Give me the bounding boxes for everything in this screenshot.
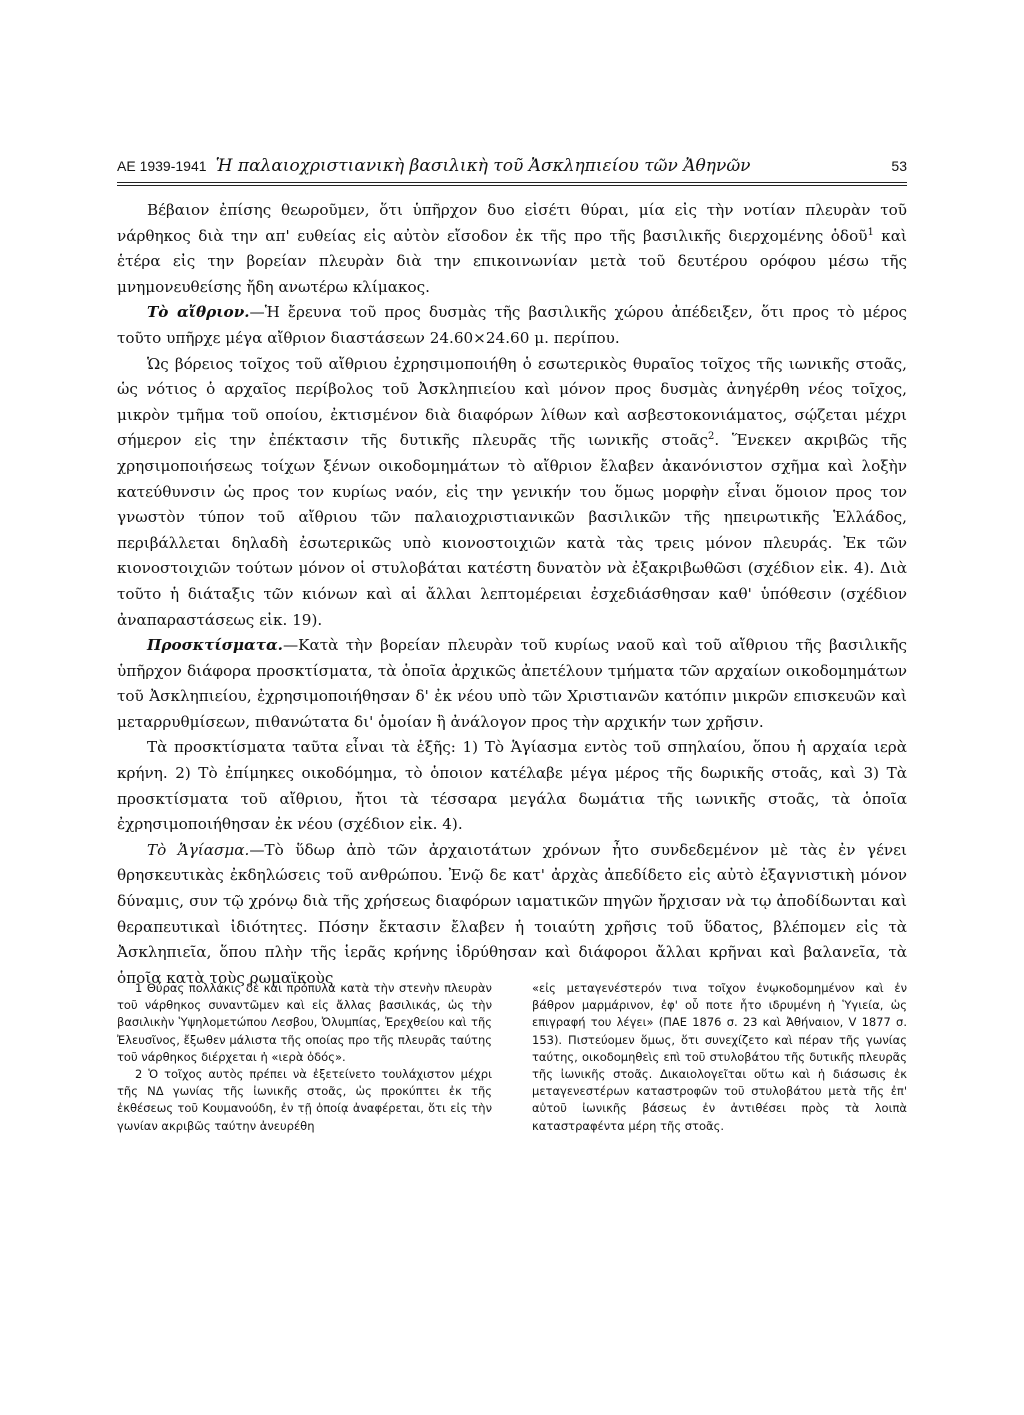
- paragraph: Τὸ Ἁγίασμα.—Τὸ ὕδωρ ἀπὸ τῶν ἀρχαιοτάτων χρόνων ἦτο συνδεδεμένον μὲ τὰς ἐν γένει θρησκευτικὰς ἐκδηλώσεις τοῦ ανθρώπου. Ἐνῷ δε κατ' ἀρχὰς ἀπεδίδετο εἰς αὐτὸ ἐξαγνιστικὴ μόνον δύναμις, συν τῷ χρόνῳ διὰ τῆς χρήσεως διαφόρων ιαματικῶν πηγῶν ἤρχισαν νὰ τῳ ἀποδίδωνται καὶ θεραπευτικαὶ ἰδιότητες. Πόσην ἔκτασιν ἔλαβεν ἡ τοιαύτη χρῆσις τοῦ ὕδατος, βλέπομεν εἰς τὰ Ἀσκληπιεῖα, ὅπου πλὴν τῆς ἱερᾶς κρήνης ἱδρύθησαν καὶ διάφοροι ἄλλαι κρῆναι καὶ βαλανεῖα, τὰ ὁποῖα κατὰ τοὺς ρωμαϊκοὺς: [117, 840, 907, 987]
- paragraph: Τὰ προσκτίσματα ταῦτα εἶναι τὰ ἑξῆς: 1) Τὸ Ἁγίασμα εντὸς τοῦ σπηλαίου, ὅπου ἡ αρχαία ιερὰ κρήνη. 2) Τὸ ἐπίμηκες οικοδόμημα, τὸ ὁποιον κατέλαβε μέγα μέρος τῆς δωρικῆς στοᾶς, καὶ 3) Τὰ προσκτίσματα τοῦ αἴθριου, ἤτοι τὰ τέσσαρα μεγάλα δωμάτια τῆς ιωνικῆς στοᾶς, τὰ ὁποῖα ἐχρησιμοποιήθησαν ἐκ νέου (σχέδιον εἰκ. 4).: [117, 738, 907, 834]
- header-rule-secondary: [117, 185, 907, 186]
- running-title: Ἡ παλαιοχριστιανικὴ βασιλικὴ τοῦ Ἀσκληπιείου τῶν Ἀθηνῶν: [215, 156, 751, 176]
- footnotes: [117, 980, 907, 1135]
- section-heading: Προσκτίσματα.: [147, 636, 283, 655]
- footnote: 1 Θύρας πολλάκις δὲ και πρόπυλα κατὰ τὴν στενὴν πλευρὰν τοῦ νάρθηκος συναντῶμεν καὶ εἰς ἄλλας βασιλικάς, ὡς τὴν βασιλικὴν Ὑψηλομετώπου Λεσβου, Ὀλυμπίας, Ἐρεχθείου καὶ τῆς Ἐλευσῖνος, ἔξωθεν μάλιστα τῆς οποίας προ τῆς πλευρᾶς ταύτης τοῦ νάρθηκος διέρχεται ἡ «ιερὰ ὁδός».: [117, 981, 492, 1064]
- paragraph: Βέβαιον ἐπίσης θεωροῦμεν, ὅτι ὑπῆρχον δυο εἰσέτι θύραι, μία εἰς τὴν νοτίαν πλευρὰν τοῦ νάρθηκος διὰ την απ' ευθείας εἰς αὐτὸν εἴσοδον ἐκ τῆς προ τῆς βασιλικῆς διερχομένης ὁδοῦ$^1$ καὶ ἑτέρα εἰς την βορείαν πλευρὰν διὰ την επικοινωνίαν μετὰ τοῦ δευτέρου ορόφου μέσω τῆς μνημονευθείσης ἤδη ανωτέρω κλίμακος.: [117, 201, 908, 296]
- section-heading: Τὸ αἴθριον.: [147, 303, 250, 322]
- footnotes-right-column: [532, 980, 907, 1135]
- section-heading: Τὸ Ἁγίασμα.: [147, 840, 250, 859]
- footnote-ref[interactable]: 2: [708, 431, 715, 443]
- header-rule: [117, 182, 907, 183]
- page-number: 53: [891, 158, 907, 174]
- journal-series: ΑΕ 1939-1941: [117, 158, 207, 174]
- paragraph: Τὸ αἴθριον.—Ἡ ἔρευνα τοῦ προς δυσμὰς τῆς βασιλικῆς χώρου ἀπέδειξεν, ὅτι προς τὸ μέρος τοῦτο υπῆρχε μέγα αἴθριον διαστάσεων 24.60×24.60 μ. περίπου.: [117, 303, 907, 347]
- paragraph: Ὡς βόρειος τοῖχος τοῦ αἴθριου ἐχρησιμοποιήθη ὁ εσωτερικὸς θυραῖος τοῖχος τῆς ιωνικῆς στοᾶς, ὡς νότιος ὁ αρχαῖος περίβολος τοῦ Ἀσκληπιείου καὶ μόνον προς δυσμὰς ἀνηγέρθη νέος τοῖχος, μικρὸν τμῆμα τοῦ οποίου, ἐκτισμένον διὰ διαφόρων λίθων καὶ ασβεστοκονιάματος, σῴζεται μέχρι σήμερον εἰς την ἐπέκτασιν τῆς δυτικῆς πλευρᾶς τῆς ιωνικῆς στοᾶς$^2$. Ἕνεκεν ακριβῶς τῆς χρησιμοποιήσεως τοίχων ξένων οικοδομημάτων τὸ αἴθριον ἔλαβεν ἀκανόνιστον σχῆμα καὶ λοξὴν κατεύθυνσιν ὡς προς τον κυρίως ναόν, εἰς την γενικήν του ὅμως μορφὴν εἶναι ὅμοιον προς τον γνωστὸν τύπον τοῦ αἴθριου τῶν παλαιοχριστιανικῶν βασιλικῶν τῆς ηπειρωτικῆς Ἑλλάδος, περιβάλλεται δηλαδὴ ἐσωτερικῶς υπὸ κιονοστοιχιῶν κατὰ τὰς τρεις μόνον πλευράς. Ἐκ τῶν κιονοστοιχιῶν τούτων μόνον οἱ στυλοβάται κατέστη δυνατὸν νὰ ἐξακριβωθῶσι (σχέδιον εἰκ. 4). Διὰ τοῦτο ἡ διάταξις τῶν κιόνων καὶ αἱ ἄλλαι λεπτομέρειαι ἐσχεδιάσθησαν καθ' ὑπόθεσιν (σχέδιον ἀναπαραστάσεως εἰκ. 19).: [117, 354, 907, 629]
- body-text: [117, 198, 907, 991]
- document-page: [117, 150, 908, 1133]
- footnote-continuation: «εἰς μεταγενέστερόν τινα τοῖχον ἐνῳκοδομημένον καὶ ἐν βάθρον μαρμάρινον, ἐφ' οὗ ποτε ἦτο ιδρυμένη ἡ Ὑγιεία, ὡς επιγραφή του λέγει» (ΠΑΕ 1876 σ. 23 καὶ Ἀθήναιον, V 1877 σ. 153). Πιστεύομεν ὅμως, ὅτι συνεχίζετο καὶ πέραν τῆς γωνίας ταύτης, οικοδομηθεὶς επὶ τοῦ στυλοβάτου τῆς δυτικῆς πλευρᾶς τῆς ἰωνικῆς στοᾶς. Δικαιολογεῖται οὕτω καὶ ἡ διάσωσις ἐκ μεταγενεστέρων καταστροφῶν τοῦ στυλοβάτου μετὰ τῆς ἐπ' αὐτοῦ ἰωνικῆς βάσεως ἐν ἀντιθέσει πρὸς τὰ λοιπὰ καταστραφέντα μέρη τῆς στοᾶς.: [532, 981, 907, 1133]
- footnote: 2 Ὁ τοῖχος αυτὸς πρέπει νὰ ἐξετείνετο τουλάχιστον μέχρι τῆς ΝΔ γωνίας τῆς ἰωνικῆς στοᾶς, ὡς προκύπτει ἐκ τῆς ἐκθέσεως τοῦ Κουμανούδη, ἐν τῇ ὁποίᾳ ἀναφέρεται, ὅτι εἰς τὴν γωνίαν ακριβῶς ταύτην ἀνευρέθη: [117, 1067, 492, 1133]
- running-header: [117, 150, 907, 188]
- footnotes-left-column: [117, 980, 492, 1135]
- header-left: [117, 156, 751, 176]
- footnote-ref[interactable]: 1: [867, 226, 874, 238]
- paragraph: Προσκτίσματα.—Κατὰ τὴν βορείαν πλευρὰν τοῦ κυρίως ναοῦ καὶ τοῦ αἴθριου τῆς βασιλικῆς ὑπῆρχον διάφορα προσκτίσματα, τὰ ὁποῖα ἀρχικῶς ἀπετέλουν τμήματα τῶν αρχαίων οικοδομημάτων τοῦ Ἀσκληπιείου, ἐχρησιμοποιήθησαν δ' ἐκ νέου υπὸ τῶν Χριστιανῶν κατόπιν μικρῶν επισκευῶν καὶ μεταρρυθμίσεων, πιθανώτατα δι' ὁμοίαν ἢ ἀνάλογον προς τὴν αρχικήν των χρῆσιν.: [117, 636, 907, 731]
